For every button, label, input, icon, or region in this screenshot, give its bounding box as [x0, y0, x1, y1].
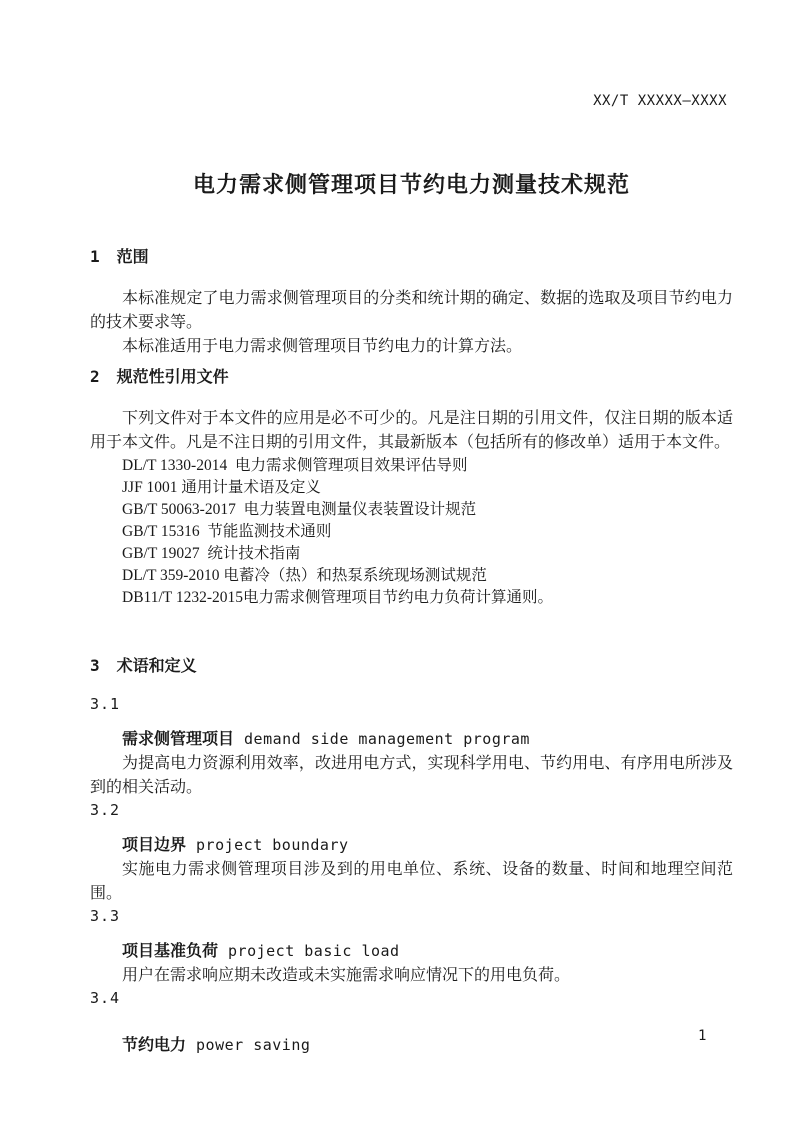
reference-item: GB/T 15316 节能监测技术通则	[122, 523, 332, 540]
page-number: 1	[698, 1028, 707, 1044]
term-name-zh: 项目基准负荷	[122, 943, 219, 960]
section-number: 3	[90, 656, 100, 675]
term-entry	[90, 1033, 733, 1058]
term-name-zh: 节约电力	[122, 1037, 187, 1054]
clause-number: 3.1	[90, 695, 121, 713]
term-entry	[90, 939, 733, 964]
term-name-en: project basic load	[228, 942, 400, 960]
term-definition: 为提高电力资源利用效率，改进用电方式，实现科学用电、节约用电、有序用电所涉及到的相关活动。	[90, 755, 733, 796]
clause-number: 3.4	[90, 989, 121, 1007]
term-name-en: project boundary	[196, 836, 349, 854]
section-heading-text: 规范性引用文件	[116, 369, 229, 386]
section-number: 1	[90, 247, 100, 266]
term-entry	[90, 833, 733, 858]
clause-number: 3.3	[90, 907, 121, 925]
section-heading-text: 范围	[116, 249, 149, 266]
reference-list	[90, 455, 733, 609]
term-entry	[90, 727, 733, 752]
section-terms-definitions	[90, 654, 733, 1058]
page-content	[90, 0, 733, 1058]
scope-paragraph: 本标准规定了电力需求侧管理项目的分类和统计期的确定、数据的选取及项目节约电力的技术要求等。	[90, 290, 733, 331]
document-title: 电力需求侧管理项目节约电力测量技术规范	[192, 172, 630, 197]
clause-number: 3.2	[90, 801, 121, 819]
section-number: 2	[90, 367, 100, 386]
section-heading	[90, 365, 733, 390]
term-name-zh: 项目边界	[122, 837, 187, 854]
reference-item: GB/T 50063-2017 电力装置电测量仪表装置设计规范	[122, 501, 477, 518]
term-definition: 实施电力需求侧管理项目涉及到的用电单位、系统、设备的数量、时间和地理空间范围。	[90, 861, 733, 902]
reference-item: JJF 1001 通用计量术语及定义	[122, 479, 321, 496]
reference-item: GB/T 19027 统计技术指南	[122, 545, 301, 562]
reference-item: DL/T 1330-2014 电力需求侧管理项目效果评估导则	[122, 457, 468, 474]
references-intro-paragraph: 下列文件对于本文件的应用是必不可少的。凡是注日期的引用文件，仅注日期的版本适用于本文件。凡是不注日期的引用文件，其最新版本（包括所有的修改单）适用于本文件。	[90, 410, 733, 451]
standard-code: XX/T XXXXX—XXXX	[593, 93, 727, 109]
reference-item: DB11/T 1232-2015电力需求侧管理项目节约电力负荷计算通则。	[122, 589, 553, 606]
reference-item: DL/T 359-2010 电蓄冷（热）和热泵系统现场测试规范	[122, 567, 487, 584]
section-heading	[90, 654, 733, 679]
term-name-en: demand side management program	[244, 730, 530, 748]
section-scope	[90, 245, 733, 359]
scope-paragraph: 本标准适用于电力需求侧管理项目节约电力的计算方法。	[122, 338, 523, 355]
section-heading	[90, 245, 733, 270]
term-name-zh: 需求侧管理项目	[122, 731, 235, 748]
term-name-en: power saving	[196, 1036, 311, 1054]
section-normative-references	[90, 365, 733, 609]
section-heading-text: 术语和定义	[116, 658, 197, 675]
term-definition: 用户在需求响应期未改造或未实施需求响应情况下的用电负荷。	[122, 967, 571, 984]
